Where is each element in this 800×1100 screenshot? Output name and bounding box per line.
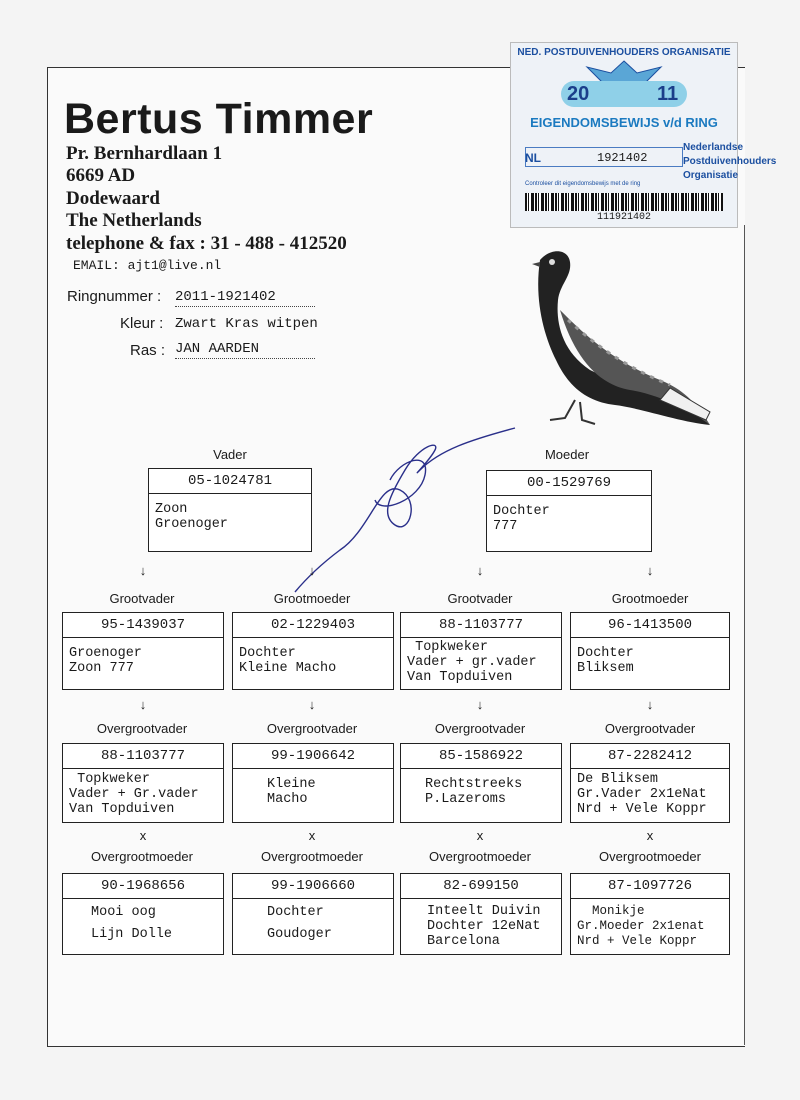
grandparent-text: Groenoger Zoon 777: [69, 646, 142, 676]
barcode: [525, 193, 723, 211]
grandparent-ring: 96-1413500: [571, 613, 729, 638]
arrow-down-icon: ↓: [139, 697, 147, 712]
owner-country: The Netherlands: [66, 210, 202, 231]
great-grandmother-box: [232, 873, 394, 955]
great-grandfather-text: De Bliksem Gr.Vader 2x1eNat Nrd + Vele Koppr: [577, 772, 707, 817]
owner-name: Bertus Timmer: [64, 95, 374, 143]
grandparent-text: Dochter Kleine Macho: [239, 646, 337, 676]
great-grandfather-box: [400, 743, 562, 823]
great-grandmother-ring: 87-1097726: [571, 874, 729, 899]
barcode-number: 111921402: [596, 212, 651, 223]
color-value: Zwart Kras witpen: [175, 316, 318, 332]
great-grandfather-label: Overgrootvader: [604, 721, 696, 736]
grandparent-text: Topkweker Vader + gr.vader Van Topduiven: [407, 640, 537, 685]
grandparent-label: Grootmoeder: [611, 591, 689, 606]
father-box: [148, 468, 312, 552]
cross-mark: x: [646, 828, 654, 843]
great-grandmother-text: Monikje Gr.Moeder 2x1enat Nrd + Vele Koppr: [577, 904, 705, 948]
great-grandfather-box: [62, 743, 224, 823]
grandparent-label: Grootvader: [109, 591, 175, 606]
great-grandmother-text: Mooi oog Lijn Dolle: [91, 905, 173, 942]
grandparent-box: [62, 612, 224, 690]
great-grandfather-label: Overgrootvader: [434, 721, 526, 736]
grandparent-box: [232, 612, 394, 690]
great-grandfather-box: [570, 743, 730, 823]
color-label: Kleur :: [120, 315, 164, 332]
grandparent-ring: 88-1103777: [401, 613, 561, 638]
mother-ring: 00-1529769: [487, 471, 651, 496]
grandparent-ring: 95-1439037: [63, 613, 223, 638]
certificate-title: EIGENDOMSBEWIJS v/d RING: [530, 115, 718, 130]
arrow-down-icon: ↓: [139, 563, 147, 578]
arrow-down-icon: ↓: [308, 563, 316, 578]
great-grandfather-ring: 99-1906642: [233, 744, 393, 769]
owner-email: EMAIL: ajt1@live.nl: [73, 258, 222, 273]
pigeon-illustration: [520, 240, 720, 440]
certificate-org: NED. POSTDUIVENHOUDERS ORGANISATIE: [517, 47, 731, 58]
owner-postcode: 6669 AD: [66, 165, 136, 186]
mother-text: Dochter 777: [493, 504, 550, 534]
great-grandmother-label: Overgrootmoeder: [429, 849, 531, 864]
cross-mark: x: [308, 828, 316, 843]
great-grandmother-box: [400, 873, 562, 955]
great-grandfather-label: Overgrootvader: [266, 721, 358, 736]
father-ring: 05-1024781: [149, 469, 311, 494]
npo-line: Organisatie: [683, 170, 739, 181]
great-grandfather-label: Overgrootvader: [96, 721, 188, 736]
owner-street: Pr. Bernhardlaan 1: [66, 143, 223, 164]
npo-line: Nederlandse: [683, 142, 744, 153]
cross-mark: x: [476, 828, 484, 843]
great-grandfather-text: Topkweker Vader + Gr.vader Van Topduiven: [69, 772, 199, 817]
certificate-fine-print: Controleer dit eigendomsbewijs met de ring: [525, 181, 641, 187]
arrow-down-icon: ↓: [646, 563, 654, 578]
year-part-a: 20: [567, 83, 590, 105]
great-grandmother-box: [570, 873, 730, 955]
certificate-ring-number: 1921402: [597, 151, 648, 165]
grandparent-box: [570, 612, 730, 690]
father-label: Vader: [213, 447, 247, 462]
great-grandmother-ring: 99-1906660: [233, 874, 393, 899]
great-grandmother-label: Overgrootmoeder: [599, 849, 701, 864]
great-grandfather-ring: 85-1586922: [401, 744, 561, 769]
grandparent-label: Grootvader: [447, 591, 513, 606]
breed-label: Ras :: [130, 342, 166, 359]
ring-label: Ringnummer :: [67, 288, 162, 305]
cross-mark: x: [139, 828, 147, 843]
ring-value: 2011-1921402: [175, 289, 315, 307]
breed-value: JAN AARDEN: [175, 341, 315, 359]
great-grandfather-box: [232, 743, 394, 823]
great-grandfather-text: Rechtstreeks P.Lazeroms: [425, 777, 523, 807]
great-grandfather-text: Kleine Macho: [267, 777, 316, 807]
grandparent-box: [400, 612, 562, 690]
certificate-country: NL: [525, 151, 541, 165]
great-grandmother-box: [62, 873, 224, 955]
father-text: Zoon Groenoger: [155, 502, 228, 532]
great-grandfather-ring: 87-2282412: [571, 744, 729, 769]
npo-line: Postduivenhouders: [683, 156, 777, 167]
npo-lines: [683, 141, 776, 183]
great-grandmother-label: Overgrootmoeder: [91, 849, 193, 864]
great-grandmother-text: Dochter Goudoger: [267, 905, 332, 942]
year-part-b: 11: [657, 83, 679, 105]
sheet-right-border: [744, 225, 745, 1045]
mother-label: Moeder: [544, 447, 590, 462]
arrow-down-icon: ↓: [476, 563, 484, 578]
grandparent-ring: 02-1229403: [233, 613, 393, 638]
great-grandmother-label: Overgrootmoeder: [261, 849, 363, 864]
ring-certificate: [510, 42, 777, 228]
owner-city: Dodewaard: [66, 188, 160, 209]
arrow-down-icon: ↓: [308, 697, 316, 712]
grandparent-label: Grootmoeder: [273, 591, 351, 606]
great-grandmother-ring: 90-1968656: [63, 874, 223, 899]
arrow-down-icon: ↓: [646, 697, 654, 712]
owner-phone: telephone & fax : 31 - 488 - 412520: [66, 233, 347, 254]
grandparent-text: Dochter Bliksem: [577, 646, 634, 676]
great-grandmother-ring: 82-699150: [401, 874, 561, 899]
arrow-down-icon: ↓: [476, 697, 484, 712]
great-grandmother-text: Inteelt Duivin Dochter 12eNat Barcelona: [427, 904, 541, 949]
great-grandfather-ring: 88-1103777: [63, 744, 223, 769]
mother-box: [486, 470, 652, 552]
